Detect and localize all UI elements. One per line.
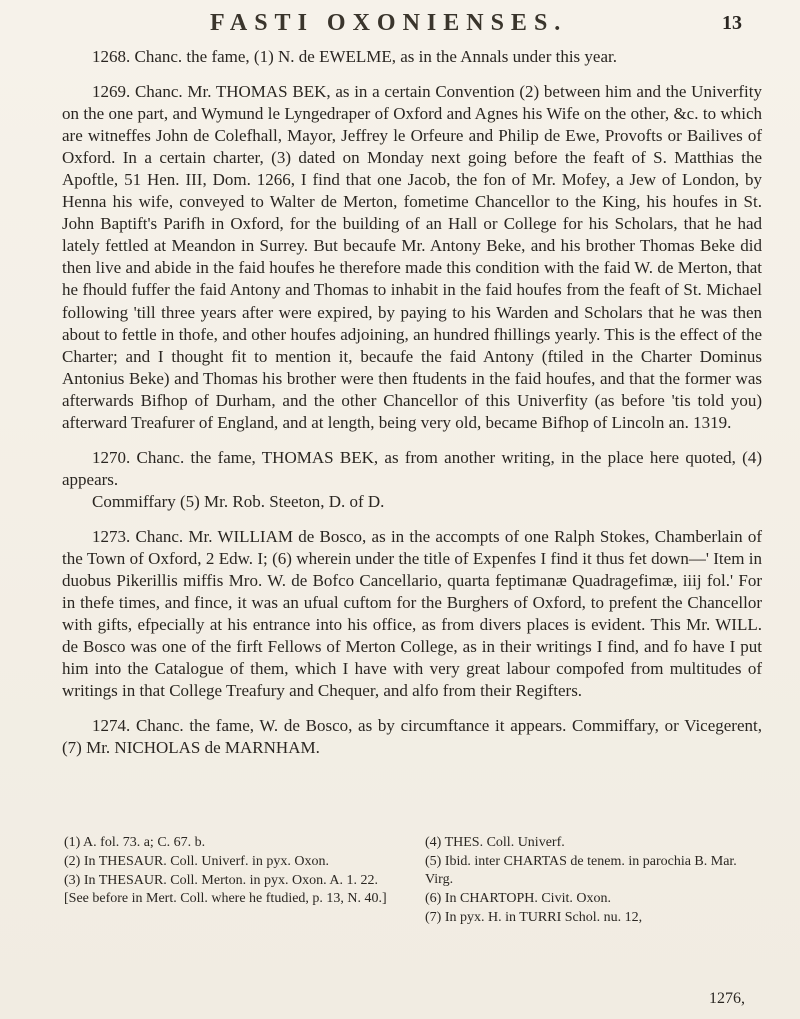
running-title: FASTI OXONIENSES. <box>210 10 568 36</box>
paragraph-1274: 1274. Chanc. the fame, W. de Bosco, as by circumftance it appears. Commiffary, or Vicegerent, (7) Mr. NICHOLAS de MARNHAM. <box>62 716 762 758</box>
footnote-1: (1) A. fol. 73. a; C. 67. b. <box>64 835 206 850</box>
footnote-4: (4) THES. Coll. Univerf. <box>425 835 565 850</box>
page-number: 13 <box>722 12 742 34</box>
running-header <box>60 8 760 44</box>
footnotes <box>64 834 764 928</box>
paragraph-1270: 1270. Chanc. the fame, THOMAS BEK, as from another writing, in the place here quoted, (4) appears. <box>62 447 762 489</box>
paragraph-1269: 1269. Chanc. Mr. THOMAS BEK, as in a certain Convention (2) between him and the Univerfity on the one part, and Wymund le Lyngedraper of Oxford and Agnes his Wife on the other, &c. to which are witneffes John de Colefhall, Mayor, Jeffrey le Orfeure and Philip de Ewe, Provofts or Bailives of Oxford. In a certain charter, (3) dated on Monday next going before the feaft of S. Matthias the Apoftle, 51 Hen. III, Dom. 1266, I find that one Jacob, the fon of Mr. Mofey, a Jew of London, by Henna his wife, conveyed to Walter de Merton, fometime Chancellor to the King, his houfes in St. John Baptift's Parifh in Oxford, for the building of an Hall or College for his Scholars, that he had lately fettled at Meandon in Surrey. But becaufe Mr. Antony Beke, and his brother Thomas Beke did then live and abide in the faid houfes he therefore made this condition with the faid W. de Merton, that he fhould fuffer the faid Antony and Thomas to inhabit in the faid houfes from the feaft of St. Michael following 'till three years after were expired, by paying to his Warden and Scholars that he was then about to fettle in thofe, and other houfes adjoining, an hundred fhillings yearly. This is the effect of the Charter; and I thought fit to mention it, becaufe the faid Antony (ftiled in the Charter Dominus Antonius Beke) and Thomas his brother were then ftudents in the faid houfes, and that the former was afterwards Bifhop of Durham, and the other Chancellor of this Univerfity (as before 'tis told you) afterward Treafurer of England, and at length, being very old, became Bifhop of Lincoln an. 1319. <box>62 82 762 432</box>
footnote-3: (3) In THESAUR. Coll. Merton. in pyx. Oxon. A. 1. 22. [See before in Mert. Coll. where he ftudied, p. 13, N. 40.] <box>64 873 387 906</box>
footnotes-left-column <box>64 834 403 928</box>
paragraph-1268: 1268. Chanc. the fame, (1) N. de EWELME, as in the Annals under this year. <box>92 47 617 66</box>
body-text <box>62 46 762 759</box>
catchword: 1276, <box>709 990 745 1007</box>
footnote-6: (6) In CHARTOPH. Civit. Oxon. <box>425 891 611 906</box>
paragraph-commissary: Commiffary (5) Mr. Rob. Steeton, D. of D. <box>92 491 385 511</box>
footnote-2: (2) In THESAUR. Coll. Univerf. in pyx. Oxon. <box>64 854 329 869</box>
footnotes-right-column <box>425 834 764 928</box>
footnote-7: (7) In pyx. H. in TURRI Schol. nu. 12, <box>425 910 643 925</box>
footnote-5: (5) Ibid. inter CHARTAS de tenem. in parochia B. Mar. Virg. <box>425 854 737 887</box>
paragraph-1273: 1273. Chanc. Mr. WILLIAM de Bosco, as in the accompts of one Ralph Stokes, Chamberlain of the Town of Oxford, 2 Edw. I; (6) wherein under the title of Expenfes I find it thus fet down—' Item in duobus Pikerillis miffis Mro. W. de Bofco Cancellario, quarta feptimanæ Quadragefimæ, iiij fol.' For in thefe times, and fince, it was an ufual cuftom for the Burghers of Oxford, to prefent the Chancellor with gifts, efpecially at his entrance into his office, as from divers places is evident. This Mr. WILL. de Bosco was one of the firft Fellows of Merton College, as in their writings I find, and fo have I put him into the Catalogue of them, which I have with very great labour compofed from multitudes of writings in that College Treafury and Chequer, and alfo from their Regifters. <box>62 526 762 701</box>
